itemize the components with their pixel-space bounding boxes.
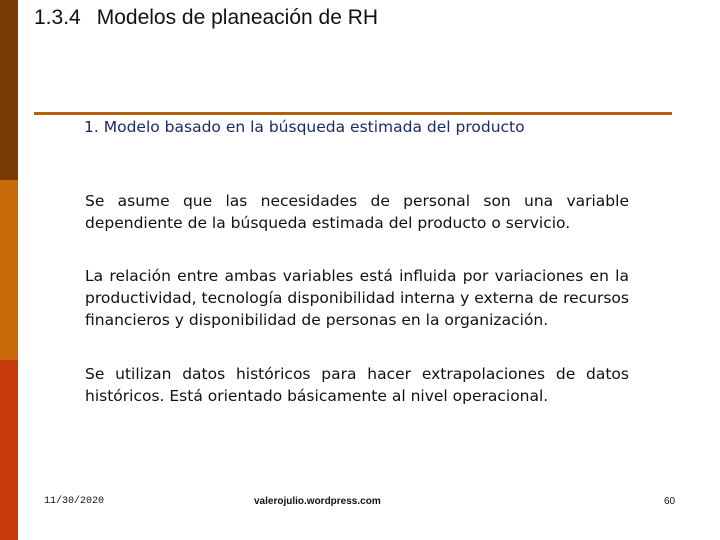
footer-site: valerojulio.wordpress.com [254,496,381,507]
title-divider [34,112,672,115]
footer-date: 11/30/2020 [44,496,105,507]
footer-page-number: 60 [664,496,676,507]
slide-title [34,6,378,30]
paragraph-3: Se utilizan datos históricos para hacer extrapolaciones de datos históricos. Está orientado básicamente al nivel operacional. [85,365,629,405]
title-number: 1.3.4 [34,6,81,29]
paragraph-1: Se asume que las necesidades de personal son una variable dependiente de la búsqueda estimada del producto o servicio. [85,192,629,232]
sidebar-segment-bottom [0,360,18,540]
paragraph-2: La relación entre ambas variables está influida por variaciones en la productividad, tecnología disponibilidad interna y externa de recursos financieros y disponibilidad de personas en la organización. [85,267,629,329]
slide-subtitle: 1. Modelo basado en la búsqueda estimada del producto [84,118,525,136]
title-text: Modelos de planeación de RH [96,6,379,29]
sidebar-segment-top [0,0,18,180]
sidebar-segment-middle [0,180,18,360]
